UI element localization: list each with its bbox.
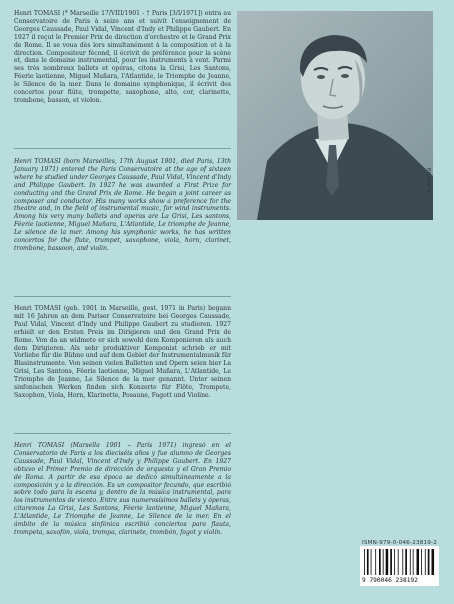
barcode-bar — [364, 549, 365, 575]
barcode-bar — [425, 549, 426, 575]
barcode-bar — [428, 549, 430, 575]
barcode-bar — [390, 549, 392, 575]
biography-spanish: Henri TOMASI (Marsella 1901 – París 1971) ingresó en el Conservatorio de París a los dieciséis años y fue alumno de Georges Caussade, Paul Vidal, Vincent d'Indy y Philippe Gaubert. En 1927 obtuvo el Primer Premio de dirección de orquesta y el Gran Premio de Roma. A partir de esa época se dedicó simultáneamente a la composición y a la dirección. Es un compositor fecundo, que escribió sobre todo para la escena y, dentro de la música instrumental, para los instrumentos de viento. Entre sus numerosísimos ballets y óperas, citaremos La Grisi, Les Santons, Féerie laotienne, Miguel Mañara, L'Atlantide, Le Triomphe de Jeanne, Le Silence de la mer. En el ámbito de la música sinfónica escribió conciertos para flauta, trompeta, saxofón, viola, trompa, clarinete, trombón, fagot y violín. — [14, 442, 231, 536]
biography-french: Henri TOMASI (* Marseille 17/VIII/1901 - † Paris [3/I/1971]) entra au Conservatoire de Paris à seize ans et suivit l'enseignement de Georges Caussade, Paul Vidal, Vincent d'Indy et Philippe Gaubert. En 1927 il reçut le Premier Prix de direction d'orchestre et le Grand Prix de Rome. Il se voua dès lors simultanément à la composition et à la direction. Compositeur fécond, il écrivit de préférence pour la scène et, dans le domaine instrumental, pour les instruments à vent. Parmi ses très nombreux ballets et opéras, citons la Grisi, Les Santons, Féerie laotienne, Miguel Mañara, l'Atlantide, le Triomphe de Jeanne, le Silence de la mer. Dans le domaine symphonique, il écrivit des concertos pour flûte, trompette, saxophone, alto, cor, clarinette, trombone, basson, et violon. — [14, 10, 231, 104]
barcode-bar — [421, 549, 422, 575]
barcode-bar — [371, 549, 372, 575]
divider — [14, 148, 231, 149]
barcode-bar — [386, 549, 389, 575]
biography-german: Henri TOMASI (geb. 1901 in Marseille, gest. 1971 in Paris) begann mit 16 Jahren an dem Pariser Conservatoire bei Georges Caussade, Paul Vidal, Vincent d'Indy und Philippe Gaubert zu studieren. 1927 erhielt er den Ersten Preis im Dirigieren und den Grand Prix de Rome. Von da an widmete er sich sowohl dem Komponieren als auch dem Dirigieren. Als sehr produktiver Komponist schrieb er mit Vorliebe für die Bühne und auf dem Gebiet der Instrumentalmusik für Blasinstrumente. Von seinen vielen Balletten und Opern seien hier La Grisi, Les Santons, Féerie laotienne, Miguel Mañara, L'Atlantide, Le Triomphe de Jeanne, Le Silence de la mer genannt. Unter seinen sinfonischen Werken finden sich Konzerte für Flöte, Trompete, Saxophon, Viola, Horn, Klarinette, Posaune, Fagott und Violine. — [14, 305, 231, 399]
barcode-bar — [394, 549, 395, 575]
biography-english: Henri TOMASI (born Marseilles, 17th August 1901, died Paris, 13th January 1971) entered the Paris Conservatoire at the age of sixteen where he studied under Georges Caussade, Paul Vidal, Vincent d'Indy and Philippe Gaubert. In 1927 he was awarded a First Prize for conducting and the Grand Prix de Rome. He began a joint career as composer and conductor. His many works show a preference for the theatre and, in the field of instrumental music, for wind instruments. Among his very many ballets and operas are La Grisi, Les santons, Féerie laotienne, Miguel Mañara, L'Atlantide, Le triomphe de Jeanne, Le silence de la mer. Among his symphonic works, he has written concertos for the flute, trumpet, saxophone, viola, horn, clarinet, trombone, bassoon, and violin. — [14, 158, 231, 252]
barcode-bar — [410, 549, 411, 575]
photo-credit: Photo X — [425, 168, 431, 194]
barcode-bars — [360, 546, 439, 576]
divider — [14, 296, 231, 297]
barcode-bar — [383, 549, 384, 575]
divider — [14, 433, 231, 434]
barcode-bar — [413, 549, 414, 575]
barcode-bar — [398, 549, 399, 575]
composer-portrait-photo — [237, 11, 433, 220]
barcode-bar — [432, 549, 435, 575]
barcode-bar — [405, 549, 407, 575]
portrait-illustration — [237, 11, 433, 220]
barcode-bar — [402, 549, 403, 575]
barcode-bar — [379, 549, 381, 575]
barcode-bar — [367, 549, 369, 575]
isbn-number: ISMN-979-0-046-23819-2 — [362, 540, 437, 546]
barcode-bar — [375, 549, 376, 575]
barcode-number: 9 790046 238192 — [362, 577, 418, 584]
barcode-bar — [417, 549, 420, 575]
